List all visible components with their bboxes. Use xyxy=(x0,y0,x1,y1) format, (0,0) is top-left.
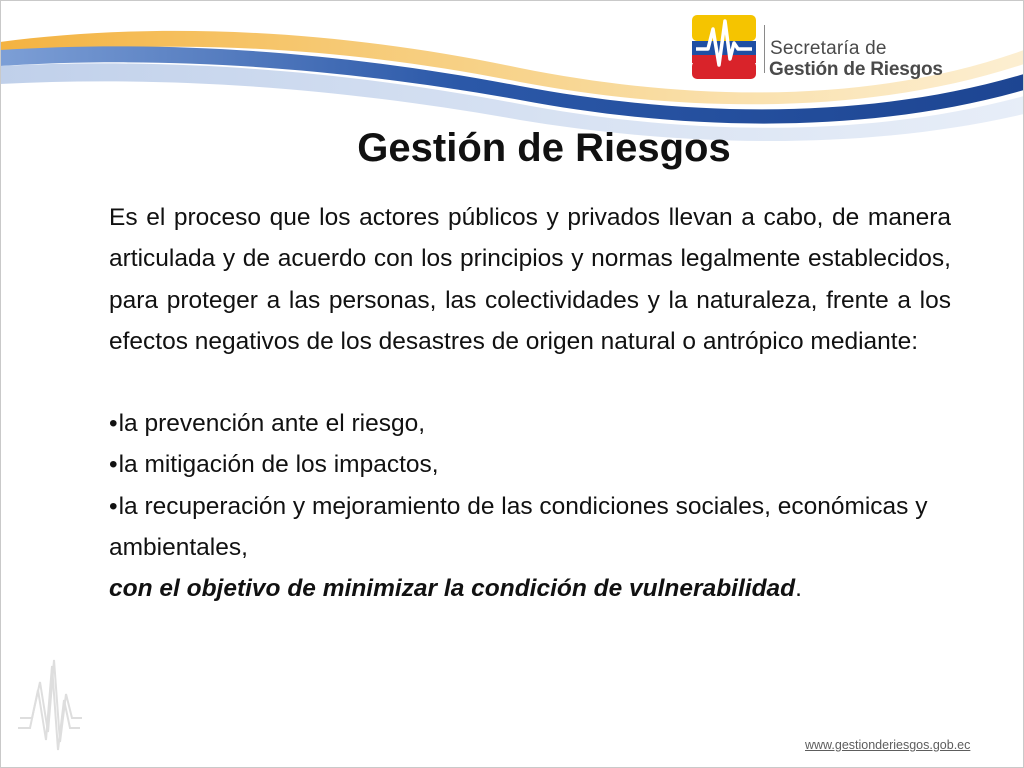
definition-paragraph: Es el proceso que los actores públicos y privados llevan a cabo, de manera articulada y de acuerdo con los principios y normas legalmente establecidos, para proteger a las personas, las colectividades y la naturaleza, frente a los efectos negativos de los desastres de origen natural o antrópico mediante: xyxy=(109,204,951,355)
objective-text: con el objetivo de minimizar la condición de vulnerabilidad xyxy=(109,575,796,603)
secretaria-logo xyxy=(692,15,942,85)
slide-body xyxy=(109,197,951,610)
bullet-text: la mitigación de los impactos, xyxy=(118,451,439,479)
bullet-marker: • xyxy=(109,410,118,438)
bullet-item-mitigation xyxy=(109,444,951,485)
bullet-text: la recuperación y mejoramiento de las condiciones sociales, económicas y ambientales, xyxy=(109,492,928,562)
bullet-item-prevention xyxy=(109,403,951,444)
slide-title: Gestión de Riesgos xyxy=(357,126,731,170)
logo-text-line2: Gestión de Riesgos xyxy=(769,59,943,80)
pulse-watermark xyxy=(18,660,82,750)
paragraph-spacer xyxy=(109,362,951,403)
footer-website-link[interactable]: www.gestionderiesgos.gob.ec xyxy=(805,738,971,752)
logo-text-line1: Secretaría de xyxy=(770,38,887,59)
objective-statement xyxy=(109,568,951,609)
bullet-marker: • xyxy=(109,492,118,520)
objective-period: . xyxy=(795,575,802,603)
bullet-marker: • xyxy=(109,451,118,479)
pulse-flag-icon xyxy=(692,15,756,79)
bullet-item-recovery xyxy=(109,486,951,569)
bullet-text: la prevención ante el riesgo, xyxy=(118,410,426,438)
logo-divider xyxy=(764,25,765,73)
